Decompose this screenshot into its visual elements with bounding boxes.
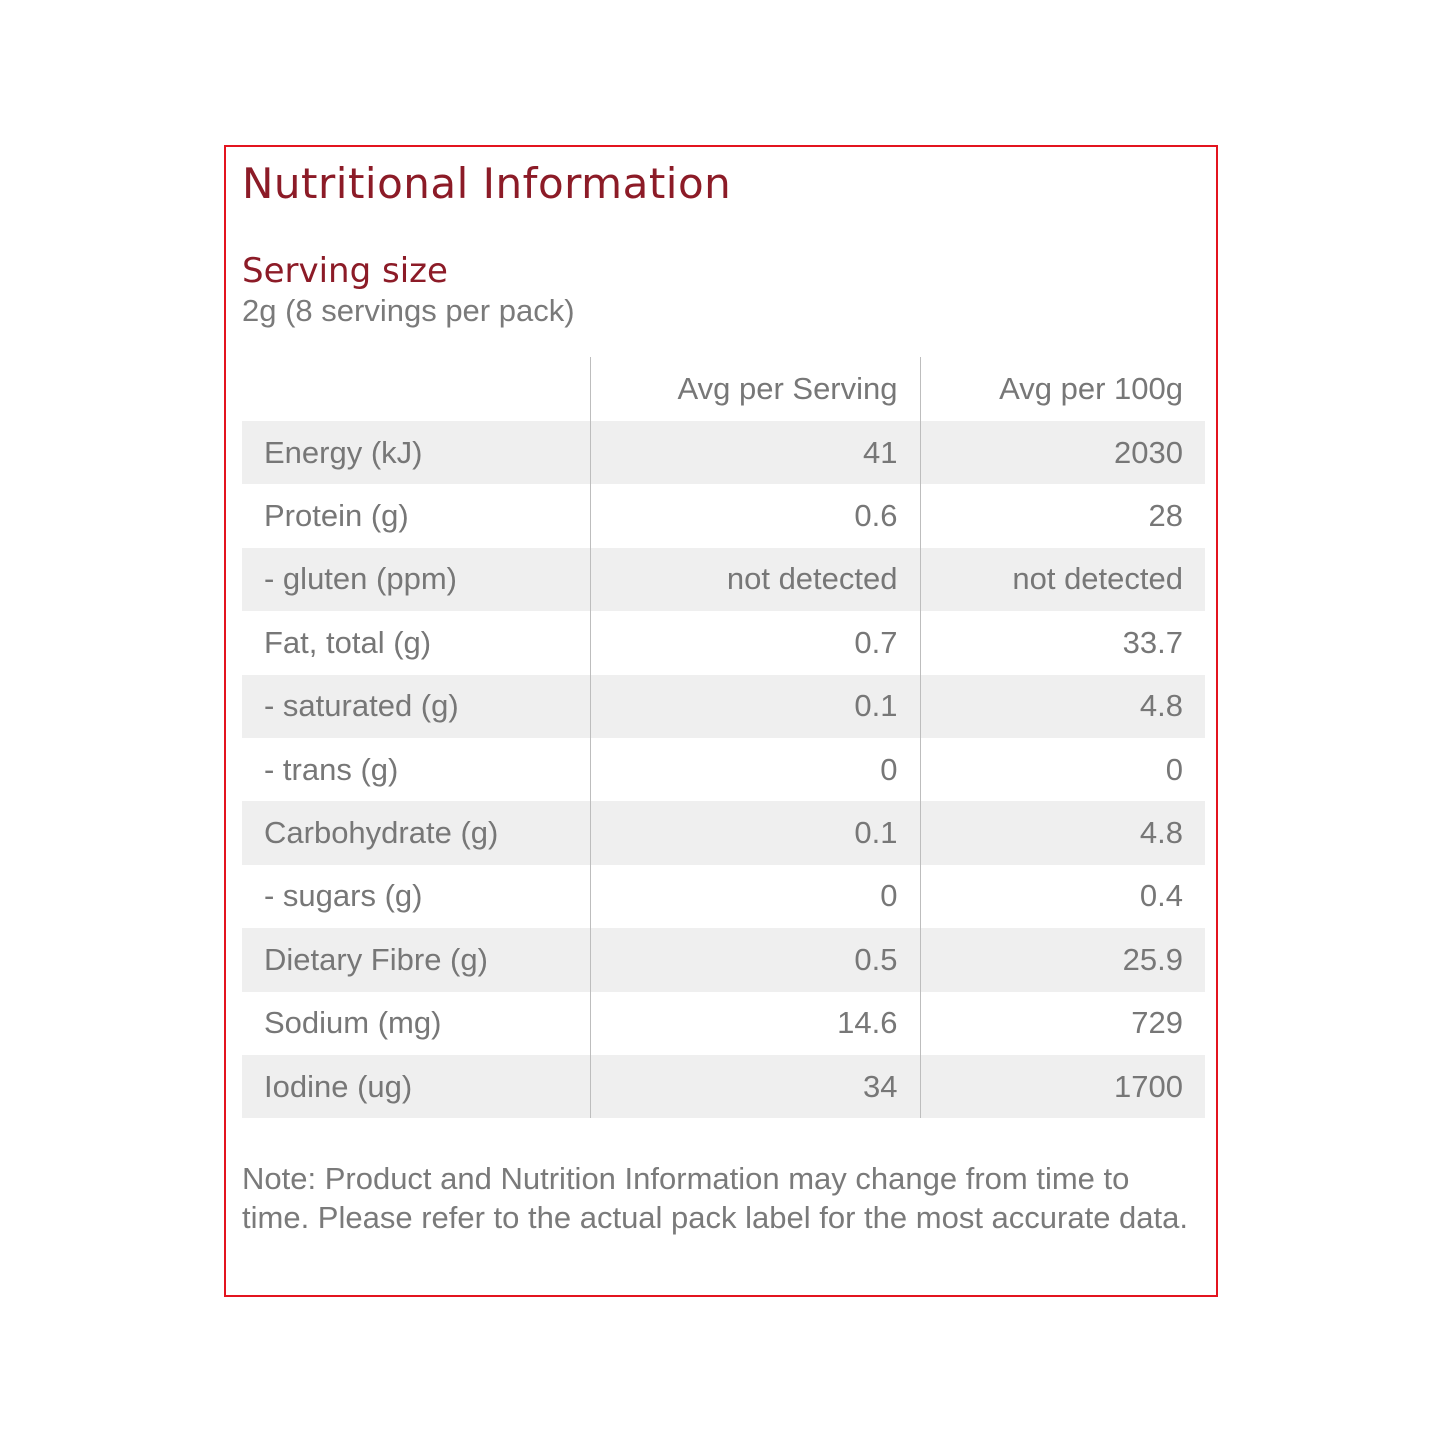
nutrient-name: - sugars (g) [264, 878, 423, 914]
table-row [242, 1055, 1205, 1118]
nutrient-name: - saturated (g) [264, 688, 459, 724]
nutrition-panel [224, 145, 1218, 1297]
serving-size-label: Serving size [242, 251, 448, 291]
nutrient-name: Fat, total (g) [264, 624, 432, 660]
table-row [242, 421, 1205, 484]
serving-size-value: 2g (8 servings per pack) [242, 293, 575, 328]
value-per-serving: 0.1 [590, 801, 920, 864]
value-per-100g: 0.4 [920, 865, 1205, 928]
header-avg-per-100g: Avg per 100g [920, 357, 1205, 421]
nutrition-table [242, 357, 1205, 1118]
header-avg-per-serving: Avg per Serving [590, 357, 920, 421]
value-per-serving: 0 [590, 738, 920, 801]
value-per-100g: 0 [920, 738, 1205, 801]
panel-title: Nutritional Information [242, 159, 732, 208]
nutrient-name: Dietary Fibre (g) [264, 941, 488, 977]
value-per-serving: 0.6 [590, 484, 920, 547]
value-per-100g: 33.7 [920, 611, 1205, 674]
table-row [242, 865, 1205, 928]
value-per-serving: 41 [590, 421, 920, 484]
table-row [242, 611, 1205, 674]
value-per-100g: 2030 [920, 421, 1205, 484]
nutrient-name: - gluten (ppm) [264, 561, 457, 597]
table-row [242, 548, 1205, 611]
header-nutrient [242, 357, 590, 421]
value-per-serving: 34 [590, 1055, 920, 1118]
nutrient-name: Sodium (mg) [264, 1005, 442, 1041]
table-row [242, 801, 1205, 864]
value-per-serving: 0.5 [590, 928, 920, 991]
value-per-serving: 0 [590, 865, 920, 928]
nutrient-name: Energy (kJ) [264, 434, 423, 470]
table-row [242, 992, 1205, 1055]
nutrient-name: - trans (g) [264, 751, 399, 787]
value-per-100g: 28 [920, 484, 1205, 547]
value-per-serving: not detected [590, 548, 920, 611]
value-per-serving: 0.1 [590, 675, 920, 738]
nutrient-name: Carbohydrate (g) [264, 815, 499, 851]
value-per-serving: 0.7 [590, 611, 920, 674]
nutrient-name: Iodine (ug) [264, 1068, 413, 1104]
value-per-100g: 729 [920, 992, 1205, 1055]
value-per-serving: 14.6 [590, 992, 920, 1055]
table-row [242, 738, 1205, 801]
value-per-100g: 25.9 [920, 928, 1205, 991]
value-per-100g: 1700 [920, 1055, 1205, 1118]
disclaimer-note: Note: Product and Nutrition Information may change from time to time. Please refer to the actual pack label for the most accurate data. [242, 1161, 1188, 1235]
table-row [242, 484, 1205, 547]
value-per-100g: 4.8 [920, 675, 1205, 738]
value-per-100g: 4.8 [920, 801, 1205, 864]
value-per-100g: not detected [920, 548, 1205, 611]
nutrient-name: Protein (g) [264, 498, 409, 534]
table-header-row [242, 357, 1205, 421]
table-row [242, 675, 1205, 738]
table-row [242, 928, 1205, 991]
